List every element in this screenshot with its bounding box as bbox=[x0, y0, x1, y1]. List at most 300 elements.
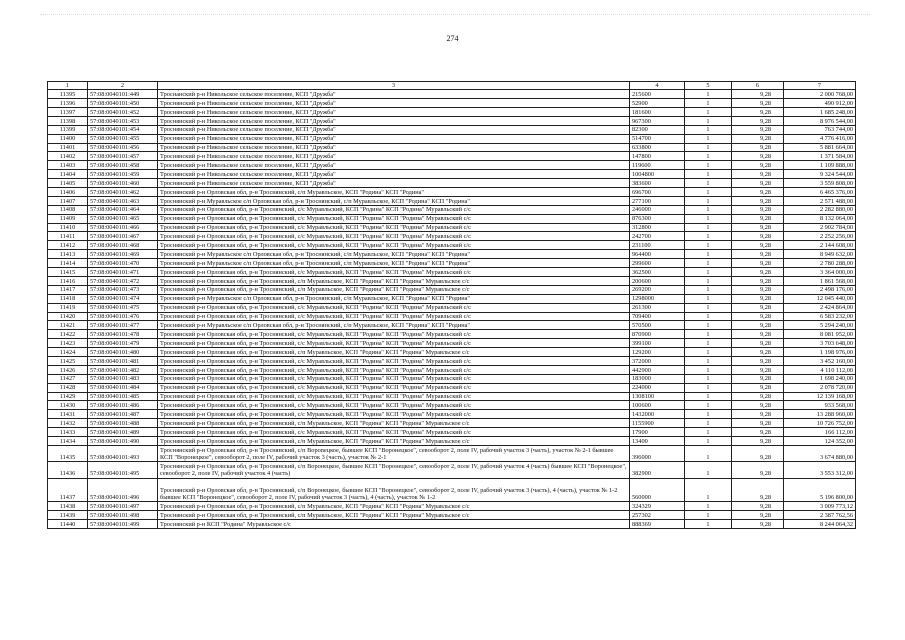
group-value: 1 bbox=[685, 223, 732, 232]
address: Троснянский р-н Никольское сельское поселение, КСП "Дружба" bbox=[158, 179, 630, 188]
cadastral-value: 3 559 808,00 bbox=[784, 179, 856, 188]
rate-value: 9,28 bbox=[732, 511, 784, 520]
row-number: 11395 bbox=[48, 90, 88, 99]
cadastral-value: 3 674 880,00 bbox=[784, 445, 856, 461]
area-value: 967300 bbox=[630, 116, 685, 125]
table-row bbox=[48, 436, 856, 445]
rate-value: 9,28 bbox=[732, 134, 784, 143]
rate-value: 9,28 bbox=[732, 356, 784, 365]
area-value: 870900 bbox=[630, 330, 685, 339]
table-row bbox=[48, 348, 856, 357]
table-row bbox=[48, 520, 856, 529]
area-value: 1004800 bbox=[630, 170, 685, 179]
area-value: 224000 bbox=[630, 383, 685, 392]
address: Троснянский р-н Орловская обл, р-н Троснянский, с/с Муравльский, КСП "Родина" КСП "Родина" Муравльский с/с bbox=[158, 303, 630, 312]
table-row bbox=[48, 374, 856, 383]
group-value: 1 bbox=[685, 502, 732, 511]
address: Троснянский р-н Орловская обл, р-н Троснянский, с/п Муравльское, КСП "Родина" КСП "Родина" Муравльское с/с bbox=[158, 502, 630, 511]
column-header: 1 bbox=[48, 82, 88, 90]
cadastral-value: 8 949 632,00 bbox=[784, 250, 856, 259]
column-header: 5 bbox=[685, 82, 732, 90]
table-row bbox=[48, 276, 856, 285]
group-value: 1 bbox=[685, 90, 732, 99]
cadastral-value: 5 294 240,00 bbox=[784, 321, 856, 330]
cadastral-number: 57:08:0040101:453 bbox=[88, 116, 158, 125]
row-number: 11421 bbox=[48, 321, 88, 330]
rate-value: 9,28 bbox=[732, 250, 784, 259]
address: Троснянский р-н Никольское сельское поселение, КСП "Дружба" bbox=[158, 143, 630, 152]
rate-value: 9,28 bbox=[732, 321, 784, 330]
cadastral-value: 763 744,00 bbox=[784, 125, 856, 134]
address: Троснянский р-н Никольское сельское поселение, КСП "Дружба" bbox=[158, 116, 630, 125]
cadastral-value: 2 387 762,56 bbox=[784, 511, 856, 520]
address: Троснянский р-н Орловская обл, р-н Троснянский, с/с Муравльский, КСП "Родина" КСП "Родина" Муравльский с/с bbox=[158, 374, 630, 383]
cadastral-value: 3 452 160,00 bbox=[784, 356, 856, 365]
address: Троснянский р-н Никольское сельское поселение, КСП "Дружба" bbox=[158, 108, 630, 117]
area-value: 382900 bbox=[630, 462, 685, 478]
cadastral-number: 57:08:0040101:457 bbox=[88, 152, 158, 161]
address: Троснянский р-н Муравльское с/п Орловская обл, р-н Троснянский, с/п Муравльское, КСП "Родина" КСП "Родина" bbox=[158, 294, 630, 303]
area-value: 964400 bbox=[630, 250, 685, 259]
row-number: 11423 bbox=[48, 339, 88, 348]
table-row bbox=[48, 179, 856, 188]
address: Троснянский р-н Орловская обл, р-н Троснянский, с/п Муравльское, КСП "Родина" КСП "Родина" Муравльское с/с bbox=[158, 285, 630, 294]
area-value: 709400 bbox=[630, 312, 685, 321]
rate-value: 9,28 bbox=[732, 259, 784, 268]
rate-value: 9,28 bbox=[732, 179, 784, 188]
group-value: 1 bbox=[685, 170, 732, 179]
cadastral-value: 6 465 376,00 bbox=[784, 188, 856, 197]
address: Троснянский р-н Орловская обл, р-н Троснянский, с/п Муравльское, КСП "Родина" КСП "Родина" Муравльское с/с bbox=[158, 436, 630, 445]
rate-value: 9,28 bbox=[732, 401, 784, 410]
group-value: 1 bbox=[685, 143, 732, 152]
rate-value: 9,28 bbox=[732, 383, 784, 392]
table-row bbox=[48, 188, 856, 197]
address: Троснянский р-н Орловская обл, р-н Троснянский, с/п Муравльское, КСП "Родина" КСП "Родина" Муравльское с/с bbox=[158, 276, 630, 285]
table-row bbox=[48, 223, 856, 232]
column-header: 6 bbox=[732, 82, 784, 90]
cadastral-number: 57:08:0040101:450 bbox=[88, 99, 158, 108]
address: Троснянский р-н Муравльское с/п Орловская обл, р-н Троснянский, с/п Муравльское, КСП "Родина" КСП "Родина" bbox=[158, 321, 630, 330]
row-number: 11437 bbox=[48, 478, 88, 502]
cadastral-number: 57:08:0040101:465 bbox=[88, 214, 158, 223]
column-header: 3 bbox=[158, 82, 630, 90]
cadastral-number: 57:08:0040101:483 bbox=[88, 374, 158, 383]
area-value: 269200 bbox=[630, 285, 685, 294]
row-number: 11429 bbox=[48, 392, 88, 401]
address: Троснянский р-н Орловская обл, р-н Троснянский, с/п Воронецкое, бывшее КСП "Воронецкое", севооборот 2, поле IV, рабочий участок 4 (часть) бывшее КСП "Воронецкое", севооборот 2, поле IV, рабочий участок 4 (часть) bbox=[158, 462, 630, 478]
table-row bbox=[48, 294, 856, 303]
address: Троснянский р-н Орловская обл, р-н Троснянский, с/с Муравльский, КСП "Родина" КСП "Родина" Муравльский с/с bbox=[158, 365, 630, 374]
cadastral-value: 933 568,00 bbox=[784, 401, 856, 410]
address: Троснянский р-н Орловская обл, р-н Троснянский, с/с Муравльский, КСП "Родина" КСП "Родина" Муравльский с/с bbox=[158, 428, 630, 437]
area-value: 372000 bbox=[630, 356, 685, 365]
group-value: 1 bbox=[685, 294, 732, 303]
rate-value: 9,28 bbox=[732, 108, 784, 117]
row-number: 11431 bbox=[48, 410, 88, 419]
row-number: 11411 bbox=[48, 232, 88, 241]
group-value: 1 bbox=[685, 410, 732, 419]
row-number: 11397 bbox=[48, 108, 88, 117]
table-row bbox=[48, 125, 856, 134]
area-value: 442900 bbox=[630, 365, 685, 374]
table-row bbox=[48, 196, 856, 205]
cadastral-number: 57:08:0040101:486 bbox=[88, 401, 158, 410]
group-value: 1 bbox=[685, 134, 732, 143]
area-value: 1155900 bbox=[630, 419, 685, 428]
cadastral-number: 57:08:0040101:470 bbox=[88, 259, 158, 268]
cadastral-value: 2 078 720,00 bbox=[784, 383, 856, 392]
cadastral-value: 2 000 768,00 bbox=[784, 90, 856, 99]
rate-value: 9,28 bbox=[732, 188, 784, 197]
table-row bbox=[48, 330, 856, 339]
column-header: 4 bbox=[630, 82, 685, 90]
cadastral-number: 57:08:0040101:488 bbox=[88, 419, 158, 428]
rate-value: 9,28 bbox=[732, 152, 784, 161]
address: Троснянский р-н Никольское сельское поселение, КСП "Дружба" bbox=[158, 99, 630, 108]
group-value: 1 bbox=[685, 401, 732, 410]
group-value: 1 bbox=[685, 268, 732, 277]
cadastral-value: 1 198 976,00 bbox=[784, 348, 856, 357]
table-row bbox=[48, 419, 856, 428]
cadastral-number: 57:08:0040101:482 bbox=[88, 365, 158, 374]
row-number: 11403 bbox=[48, 161, 88, 170]
cadastral-number: 57:08:0040101:489 bbox=[88, 428, 158, 437]
row-number: 11436 bbox=[48, 462, 88, 478]
rate-value: 9,28 bbox=[732, 410, 784, 419]
area-value: 13400 bbox=[630, 436, 685, 445]
rate-value: 9,28 bbox=[732, 330, 784, 339]
cadastral-value: 8 132 064,00 bbox=[784, 214, 856, 223]
rate-value: 9,28 bbox=[732, 392, 784, 401]
group-value: 1 bbox=[685, 365, 732, 374]
group-value: 1 bbox=[685, 232, 732, 241]
cadastral-number: 57:08:0040101:495 bbox=[88, 462, 158, 478]
cadastral-number: 57:08:0040101:477 bbox=[88, 321, 158, 330]
group-value: 1 bbox=[685, 330, 732, 339]
area-value: 299600 bbox=[630, 259, 685, 268]
cadastral-value: 124 352,00 bbox=[784, 436, 856, 445]
address: Троснянский р-н Никольское сельское поселение, КСП "Дружба" bbox=[158, 125, 630, 134]
cadastral-value: 3 703 648,00 bbox=[784, 339, 856, 348]
row-number: 11435 bbox=[48, 445, 88, 461]
area-value: 100600 bbox=[630, 401, 685, 410]
rate-value: 9,28 bbox=[732, 161, 784, 170]
cadastral-number: 57:08:0040101:466 bbox=[88, 223, 158, 232]
row-number: 11430 bbox=[48, 401, 88, 410]
area-value: 1308100 bbox=[630, 392, 685, 401]
rate-value: 9,28 bbox=[732, 348, 784, 357]
area-value: 257302 bbox=[630, 511, 685, 520]
group-value: 1 bbox=[685, 125, 732, 134]
cadastral-value: 4 776 416,00 bbox=[784, 134, 856, 143]
area-value: 362500 bbox=[630, 268, 685, 277]
row-number: 11434 bbox=[48, 436, 88, 445]
address: Троснянский р-н Никольское сельское поселение, КСП "Дружба" bbox=[158, 134, 630, 143]
group-value: 1 bbox=[685, 116, 732, 125]
cadastral-value: 8 976 544,00 bbox=[784, 116, 856, 125]
row-number: 11432 bbox=[48, 419, 88, 428]
cadastral-number: 57:08:0040101:449 bbox=[88, 90, 158, 99]
rate-value: 9,28 bbox=[732, 478, 784, 502]
rate-value: 9,28 bbox=[732, 90, 784, 99]
group-value: 1 bbox=[685, 383, 732, 392]
area-value: 696700 bbox=[630, 188, 685, 197]
area-value: 396000 bbox=[630, 445, 685, 461]
group-value: 1 bbox=[685, 436, 732, 445]
cadastral-value: 2 144 608,00 bbox=[784, 241, 856, 250]
area-value: 514700 bbox=[630, 134, 685, 143]
cadastral-number: 57:08:0040101:498 bbox=[88, 511, 158, 520]
table-row bbox=[48, 108, 856, 117]
area-value: 876300 bbox=[630, 214, 685, 223]
row-number: 11439 bbox=[48, 511, 88, 520]
cadastral-number: 57:08:0040101:496 bbox=[88, 478, 158, 502]
table-row bbox=[48, 445, 856, 461]
rate-value: 9,28 bbox=[732, 99, 784, 108]
cadastral-value: 6 583 232,00 bbox=[784, 312, 856, 321]
table-row bbox=[48, 383, 856, 392]
table-header-row bbox=[48, 82, 856, 90]
address: Троснянский р-н Орловская обл, р-н Троснянский, с/с Муравльский, КСП "Родина" КСП "Родина" Муравльский с/с bbox=[158, 268, 630, 277]
table-row bbox=[48, 428, 856, 437]
cadastral-number: 57:08:0040101:493 bbox=[88, 445, 158, 461]
group-value: 1 bbox=[685, 356, 732, 365]
table-row bbox=[48, 312, 856, 321]
area-value: 200600 bbox=[630, 276, 685, 285]
area-value: 570500 bbox=[630, 321, 685, 330]
address: Троснянский р-н Никольское сельское поселение, КСП "Дружба" bbox=[158, 152, 630, 161]
address: Троснянский р-н Никольское сельское поселение, КСП "Дружба" bbox=[158, 161, 630, 170]
table-row bbox=[48, 303, 856, 312]
rate-value: 9,28 bbox=[732, 143, 784, 152]
table-row bbox=[48, 170, 856, 179]
cadastral-number: 57:08:0040101:481 bbox=[88, 356, 158, 365]
area-value: 119600 bbox=[630, 161, 685, 170]
table-row bbox=[48, 339, 856, 348]
cadastral-number: 57:08:0040101:478 bbox=[88, 330, 158, 339]
cadastral-number: 57:08:0040101:490 bbox=[88, 436, 158, 445]
row-number: 11419 bbox=[48, 303, 88, 312]
area-value: 242700 bbox=[630, 232, 685, 241]
row-number: 11414 bbox=[48, 259, 88, 268]
row-number: 11417 bbox=[48, 285, 88, 294]
address: Троснянский р-н Орловская обл, р-н Троснянский, с/п Муравльское, КСП "Родина" КСП "Родина" bbox=[158, 188, 630, 197]
table-row bbox=[48, 161, 856, 170]
rate-value: 9,28 bbox=[732, 312, 784, 321]
area-value: 246000 bbox=[630, 205, 685, 214]
rate-value: 9,28 bbox=[732, 365, 784, 374]
row-number: 11415 bbox=[48, 268, 88, 277]
group-value: 1 bbox=[685, 108, 732, 117]
group-value: 1 bbox=[685, 205, 732, 214]
group-value: 1 bbox=[685, 392, 732, 401]
cadastral-number: 57:08:0040101:474 bbox=[88, 294, 158, 303]
cadastral-value: 3 553 312,00 bbox=[784, 462, 856, 478]
group-value: 1 bbox=[685, 285, 732, 294]
cadastral-number: 57:08:0040101:454 bbox=[88, 125, 158, 134]
rate-value: 9,28 bbox=[732, 419, 784, 428]
cadastral-number: 57:08:0040101:463 bbox=[88, 196, 158, 205]
group-value: 1 bbox=[685, 303, 732, 312]
table-row bbox=[48, 321, 856, 330]
cadastral-number: 57:08:0040101:473 bbox=[88, 285, 158, 294]
rate-value: 9,28 bbox=[732, 276, 784, 285]
row-number: 11401 bbox=[48, 143, 88, 152]
cadastral-number: 57:08:0040101:471 bbox=[88, 268, 158, 277]
cadastral-value: 1 371 584,00 bbox=[784, 152, 856, 161]
row-number: 11404 bbox=[48, 170, 88, 179]
group-value: 1 bbox=[685, 99, 732, 108]
rate-value: 9,28 bbox=[732, 125, 784, 134]
group-value: 1 bbox=[685, 276, 732, 285]
area-value: 52900 bbox=[630, 99, 685, 108]
rate-value: 9,28 bbox=[732, 241, 784, 250]
address: Троснянский р-н Орловская обл, р-н Троснянский, с/п Муравльское, КСП "Родина" КСП "Родина" Муравльское с/с bbox=[158, 511, 630, 520]
address: Троснянский р-н Орловская обл, р-н Троснянский, с/с Муравльский, КСП "Родина" КСП "Родина" Муравльский с/с bbox=[158, 356, 630, 365]
table-row bbox=[48, 116, 856, 125]
group-value: 1 bbox=[685, 250, 732, 259]
address: Тросна́нский р-н Никольское сельское поселение, КСП "Дружба" bbox=[158, 90, 630, 99]
rate-value: 9,28 bbox=[732, 502, 784, 511]
cadastral-number: 57:08:0040101:462 bbox=[88, 188, 158, 197]
address: Троснянский р-н Орловская обл, р-н Троснянский, с/с Муравльский, КСП "Родина" КСП "Родина" Муравльский с/с bbox=[158, 410, 630, 419]
area-value: 277100 bbox=[630, 196, 685, 205]
cadastral-value: 8 244 064,32 bbox=[784, 520, 856, 529]
rate-value: 9,28 bbox=[732, 374, 784, 383]
cadastral-number: 57:08:0040101:456 bbox=[88, 143, 158, 152]
cadastral-value: 2 571 488,00 bbox=[784, 196, 856, 205]
column-header: 2 bbox=[88, 82, 158, 90]
table-row bbox=[48, 401, 856, 410]
cadastral-value: 5 881 664,00 bbox=[784, 143, 856, 152]
cadastral-value: 5 196 800,00 bbox=[784, 478, 856, 502]
cadastral-value: 1 861 568,00 bbox=[784, 276, 856, 285]
rate-value: 9,28 bbox=[732, 520, 784, 529]
area-value: 312800 bbox=[630, 223, 685, 232]
table-row bbox=[48, 232, 856, 241]
table-row bbox=[48, 392, 856, 401]
area-value: 181600 bbox=[630, 108, 685, 117]
cadastral-number: 57:08:0040101:484 bbox=[88, 383, 158, 392]
rate-value: 9,28 bbox=[732, 428, 784, 437]
table-row bbox=[48, 99, 856, 108]
cadastral-value: 2 252 256,00 bbox=[784, 232, 856, 241]
area-value: 399100 bbox=[630, 339, 685, 348]
address: Троснянский р-н Муравльское с/п Орловская обл, р-н Троснянский, с/п Муравльское, КСП "Родина" КСП "Родина" bbox=[158, 250, 630, 259]
address: Троснянский р-н Орловская обл, р-н Троснянский, с/с Муравльский, КСП "Родина" КСП "Родина" Муравльский с/с bbox=[158, 223, 630, 232]
rate-value: 9,28 bbox=[732, 436, 784, 445]
address: Троснянский р-н Муравльское с/п Орловская обл, р-н Троснянский, с/п Муравльское, КСП "Родина" КСП "Родина" bbox=[158, 196, 630, 205]
row-number: 11399 bbox=[48, 125, 88, 134]
cadastral-number: 57:08:0040101:475 bbox=[88, 303, 158, 312]
group-value: 1 bbox=[685, 196, 732, 205]
group-value: 1 bbox=[685, 520, 732, 529]
column-header: 7 bbox=[784, 82, 856, 90]
cadastral-number: 57:08:0040101:476 bbox=[88, 312, 158, 321]
group-value: 1 bbox=[685, 374, 732, 383]
table-row bbox=[48, 365, 856, 374]
cadastral-value: 1 109 888,00 bbox=[784, 161, 856, 170]
row-number: 11402 bbox=[48, 152, 88, 161]
group-value: 1 bbox=[685, 478, 732, 502]
group-value: 1 bbox=[685, 152, 732, 161]
cadastral-number: 57:08:0040101:452 bbox=[88, 108, 158, 117]
table-row bbox=[48, 152, 856, 161]
table-row bbox=[48, 250, 856, 259]
group-value: 1 bbox=[685, 188, 732, 197]
table-row bbox=[48, 502, 856, 511]
row-number: 11406 bbox=[48, 188, 88, 197]
row-number: 11433 bbox=[48, 428, 88, 437]
row-number: 11407 bbox=[48, 196, 88, 205]
cadastral-number: 57:08:0040101:464 bbox=[88, 205, 158, 214]
area-value: 183000 bbox=[630, 374, 685, 383]
cadastral-value: 3 364 000,00 bbox=[784, 268, 856, 277]
cadastral-number: 57:08:0040101:458 bbox=[88, 161, 158, 170]
row-number: 11420 bbox=[48, 312, 88, 321]
cadastral-number: 57:08:0040101:459 bbox=[88, 170, 158, 179]
cadastral-number: 57:08:0040101:487 bbox=[88, 410, 158, 419]
group-value: 1 bbox=[685, 161, 732, 170]
rate-value: 9,28 bbox=[732, 205, 784, 214]
cadastral-value: 3 009 773,12 bbox=[784, 502, 856, 511]
cadastral-value: 10 726 752,00 bbox=[784, 419, 856, 428]
table-row bbox=[48, 356, 856, 365]
table-row bbox=[48, 511, 856, 520]
area-value: 215600 bbox=[630, 90, 685, 99]
table-row bbox=[48, 285, 856, 294]
address: Троснянский р-н Никольское сельское поселение, КСП "Дружба" bbox=[158, 170, 630, 179]
row-number: 11400 bbox=[48, 134, 88, 143]
address: Троснянский р-н Орловская обл, р-н Троснянский, с/с Муравльский, КСП "Родина" КСП "Родина" Муравльский с/с bbox=[158, 330, 630, 339]
address: Троснянский р-н Орловская обл, р-н Троснянский, с/п Муравльское, КСП "Родина" КСП "Родина" Муравльское с/с bbox=[158, 419, 630, 428]
cadastral-number: 57:08:0040101:468 bbox=[88, 241, 158, 250]
cadastral-value: 1 685 248,00 bbox=[784, 108, 856, 117]
area-value: 324329 bbox=[630, 502, 685, 511]
table-row bbox=[48, 462, 856, 478]
row-number: 11405 bbox=[48, 179, 88, 188]
scan-artifact-dots bbox=[40, 14, 870, 19]
table-row bbox=[48, 259, 856, 268]
rate-value: 9,28 bbox=[732, 214, 784, 223]
address: Троснянский р-н Орловская обл, р-н Троснянский, с/с Муравльский, КСП "Родина" КСП "Родина" Муравльский с/с bbox=[158, 383, 630, 392]
area-value: 129200 bbox=[630, 348, 685, 357]
table-row bbox=[48, 205, 856, 214]
row-number: 11408 bbox=[48, 205, 88, 214]
group-value: 1 bbox=[685, 214, 732, 223]
cadastral-value: 2 498 176,00 bbox=[784, 285, 856, 294]
group-value: 1 bbox=[685, 259, 732, 268]
cadastral-value: 13 288 960,00 bbox=[784, 410, 856, 419]
row-number: 11422 bbox=[48, 330, 88, 339]
area-value: 231100 bbox=[630, 241, 685, 250]
rate-value: 9,28 bbox=[732, 170, 784, 179]
group-value: 1 bbox=[685, 179, 732, 188]
rate-value: 9,28 bbox=[732, 223, 784, 232]
cadastral-value: 2 902 784,00 bbox=[784, 223, 856, 232]
row-number: 11425 bbox=[48, 356, 88, 365]
row-number: 11413 bbox=[48, 250, 88, 259]
row-number: 11416 bbox=[48, 276, 88, 285]
rate-value: 9,28 bbox=[732, 285, 784, 294]
row-number: 11426 bbox=[48, 365, 88, 374]
address: Троснянский р-н Орловская обл, р-н Троснянский, с/с Муравльский, КСП "Родина" КСП "Родина" Муравльский с/с bbox=[158, 339, 630, 348]
rate-value: 9,28 bbox=[732, 445, 784, 461]
address: Троснянский р-н Орловская обл, р-н Троснянский, с/п Муравльское, КСП "Родина" КСП "Родина" Муравльское с/с bbox=[158, 348, 630, 357]
table-row bbox=[48, 143, 856, 152]
cadastral-number: 57:08:0040101:467 bbox=[88, 232, 158, 241]
